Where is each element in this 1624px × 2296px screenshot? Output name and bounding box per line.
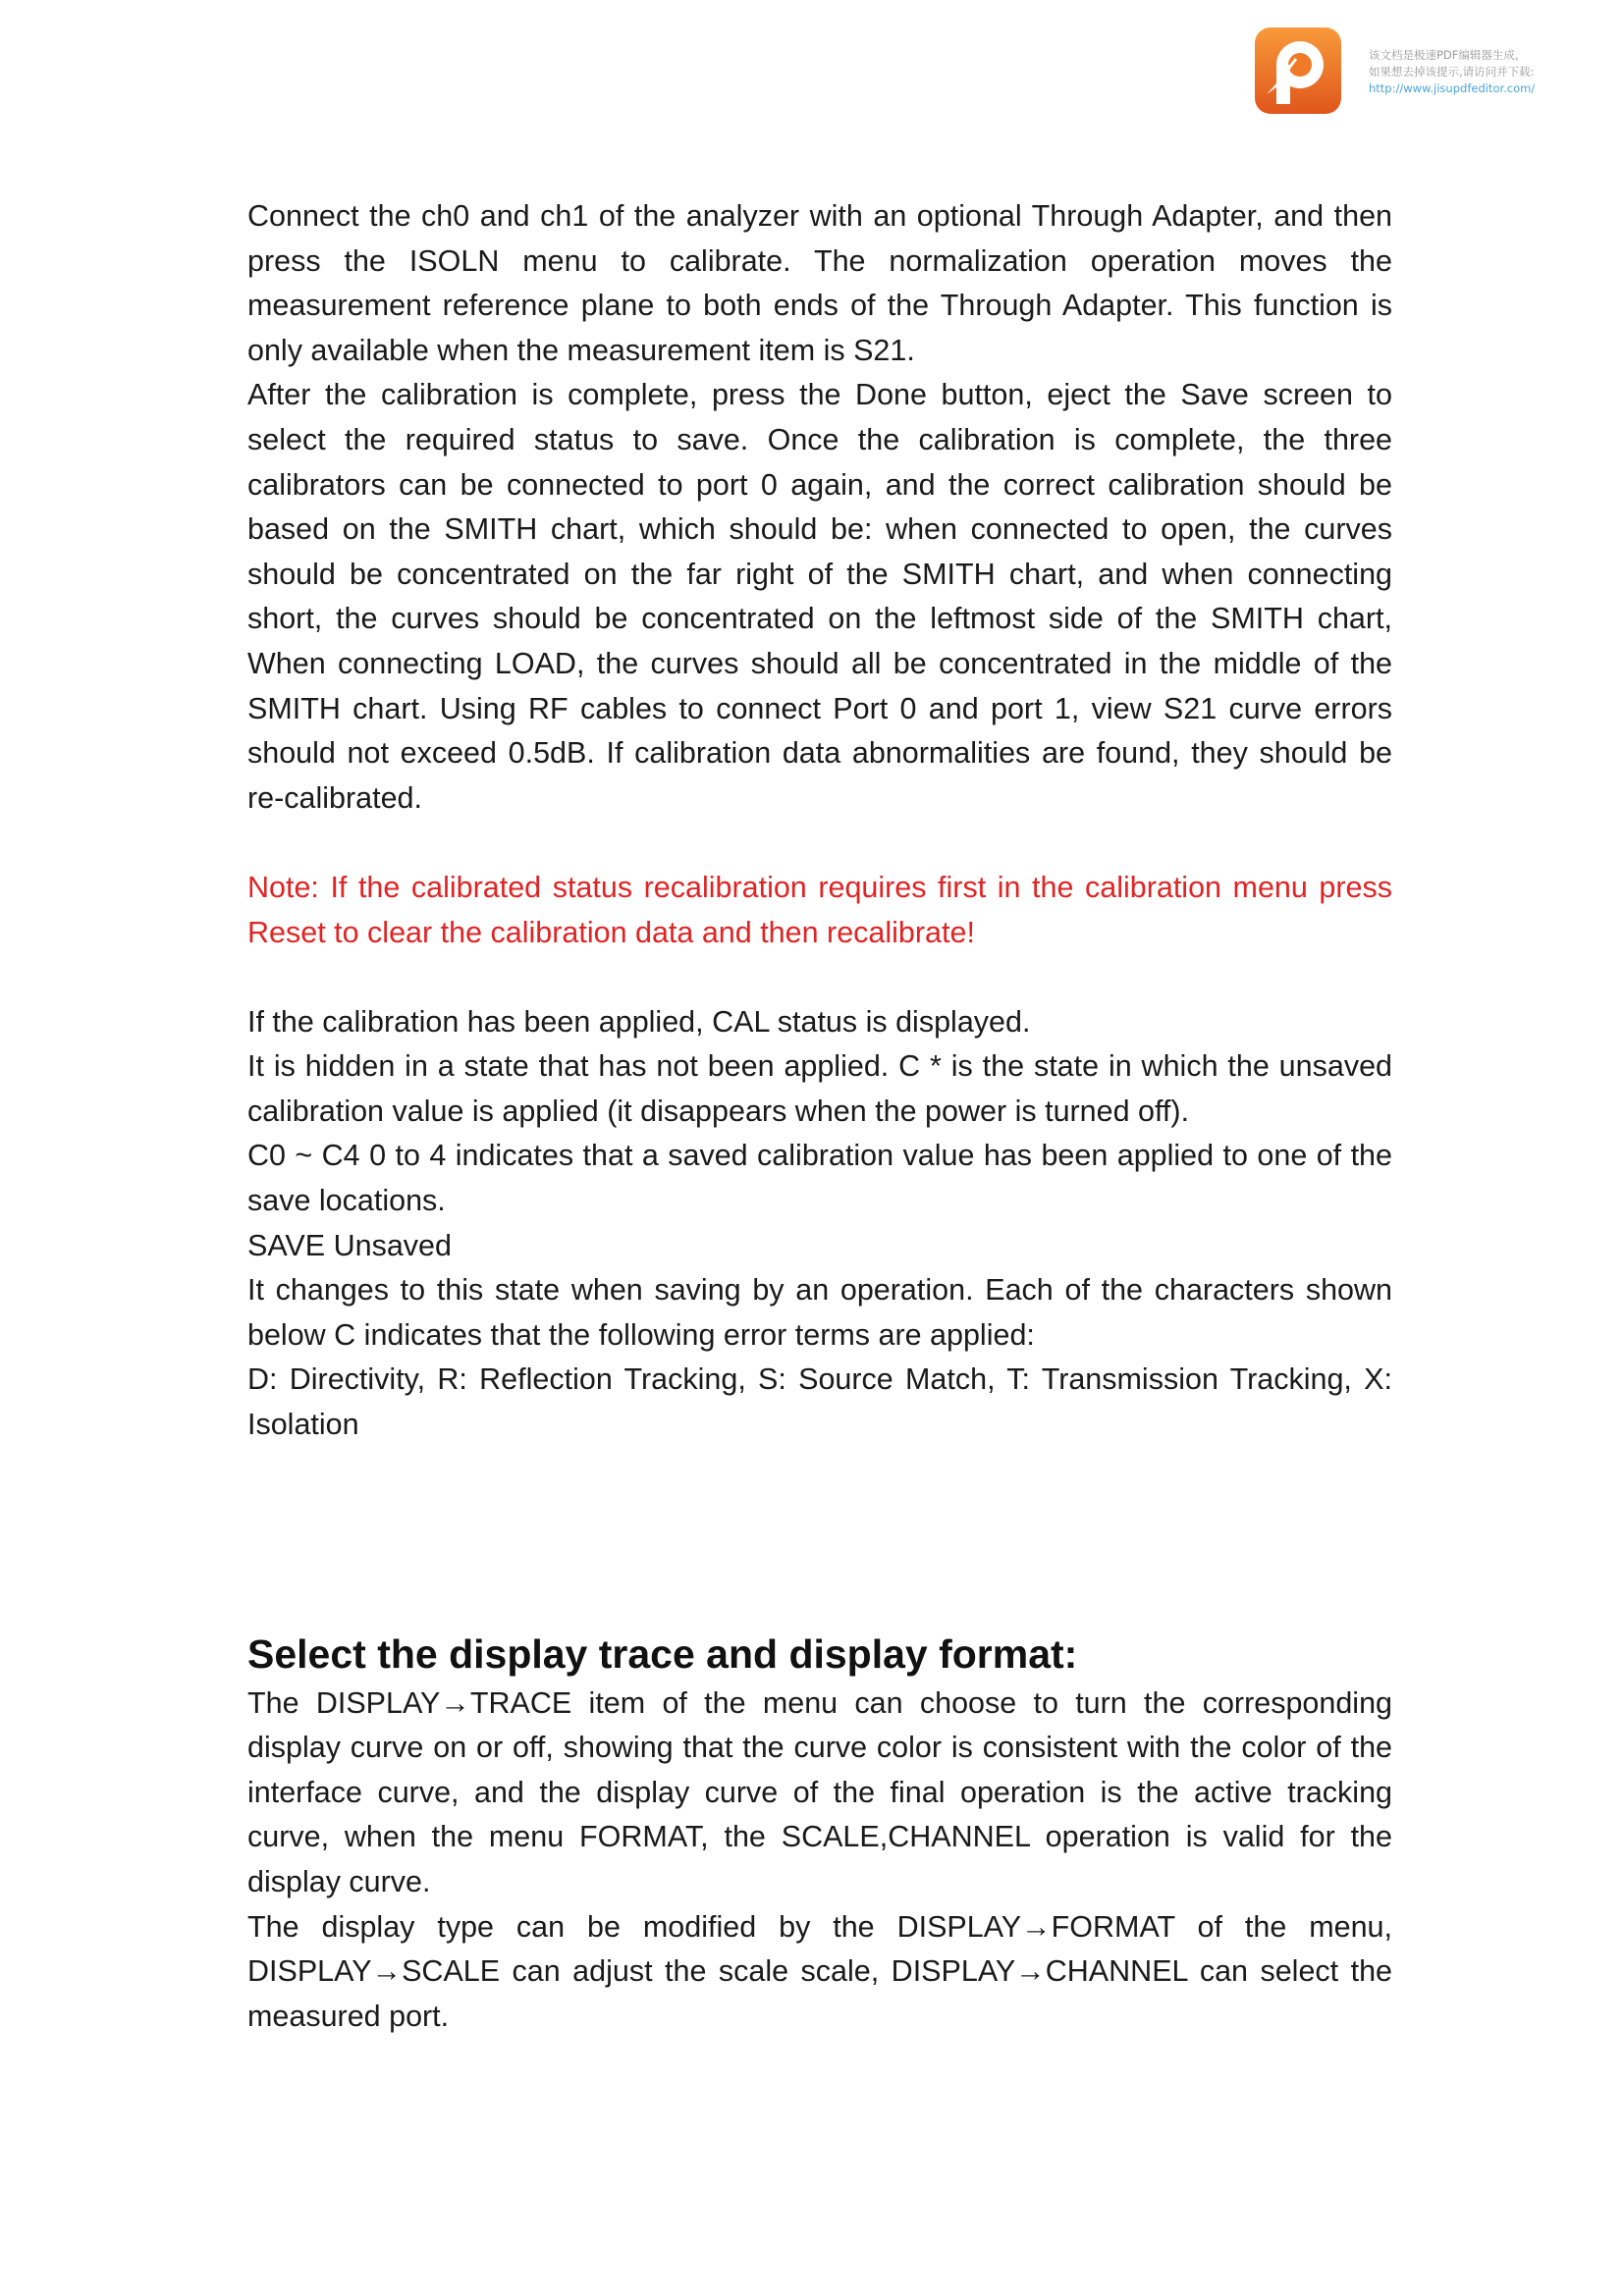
paragraph-error-terms-intro: It changes to this state when saving by an operation. Each of the characters shown below C indicates that the following error terms are applied: — [247, 1273, 1392, 1352]
watermark-text — [1369, 47, 1587, 97]
paragraph-display-trace: The DISPLAY→TRACE item of the menu can choose to turn the corresponding display curve on or off, showing that the curve color is consistent with the color of the interface curve, and the display curve of the final operation is the active tracking curve, when the menu FORMAT, the SCALE,CHANNEL operation is valid for the display curve. — [247, 1685, 1392, 1898]
watermark-line-1: 该文档是极速PDF编辑器生成, — [1369, 48, 1519, 62]
paragraph-through-adapter: Connect the ch0 and ch1 of the analyzer with an optional Through Adapter, and then press the ISOLN menu to calibrate. The normalization operation moves the measurement reference plane to both ends of the Through Adapter. This function is only available when the measurement item is S21. — [247, 199, 1392, 367]
paragraph-c0-c4: C0 ~ C4 0 to 4 indicates that a saved calibration value has been applied to one of the save locations. — [247, 1139, 1392, 1218]
paragraph-save-unsaved: SAVE Unsaved — [247, 1228, 452, 1262]
note-recalibration: Note: If the calibrated status recalibration requires first in the calibration menu press Reset to clear the calibration data and then recalibrate! — [247, 870, 1392, 949]
section-heading: Select the display trace and display format: — [247, 1630, 1078, 1677]
document-body — [247, 194, 1392, 2039]
paragraph-error-terms-list: D: Directivity, R: Reflection Tracking, S: Source Match, T: Transmission Tracking, X: Isolation — [247, 1362, 1392, 1442]
paragraph-cal-status: If the calibration has been applied, CAL status is displayed. — [247, 1004, 1031, 1039]
watermark-url-link[interactable]: http://www.jisupdfeditor.com/ — [1369, 81, 1536, 95]
paragraph-c-star-state: It is hidden in a state that has not been applied. C * is the state in which the unsaved calibration value is applied (it disappears when the power is turned off). — [247, 1049, 1392, 1128]
pdf-editor-logo-icon — [1253, 26, 1343, 116]
paragraph-calibration-check: After the calibration is complete, press the Done button, eject the Save screen to select the required status to save. Once the calibration is complete, the three calibrators can be connected to port 0 again, and the correct calibration should be based on the SMITH chart, which should be: when connected to open, the curves should be concentrated on the far right of the SMITH chart, and when connecting short, the curves should be concentrated on the leftmost side of the SMITH chart, When connecting LOAD, the curves should all be concentrated in the middle of the SMITH chart. Using RF cables to connect Port 0 and port 1, view S21 curve errors should not exceed 0.5dB. If calibration data abnormalities are found, they should be re-calibrated. — [247, 378, 1392, 815]
watermark-line-2: 如果想去掉该提示,请访问并下载: — [1369, 65, 1535, 79]
paragraph-display-format: The display type can be modified by the DISPLAY→FORMAT of the menu, DISPLAY→SCALE can adjust the scale scale, DISPLAY→CHANNEL can select the measured port. — [247, 1909, 1392, 2033]
pdf-editor-watermark — [1253, 26, 1587, 120]
